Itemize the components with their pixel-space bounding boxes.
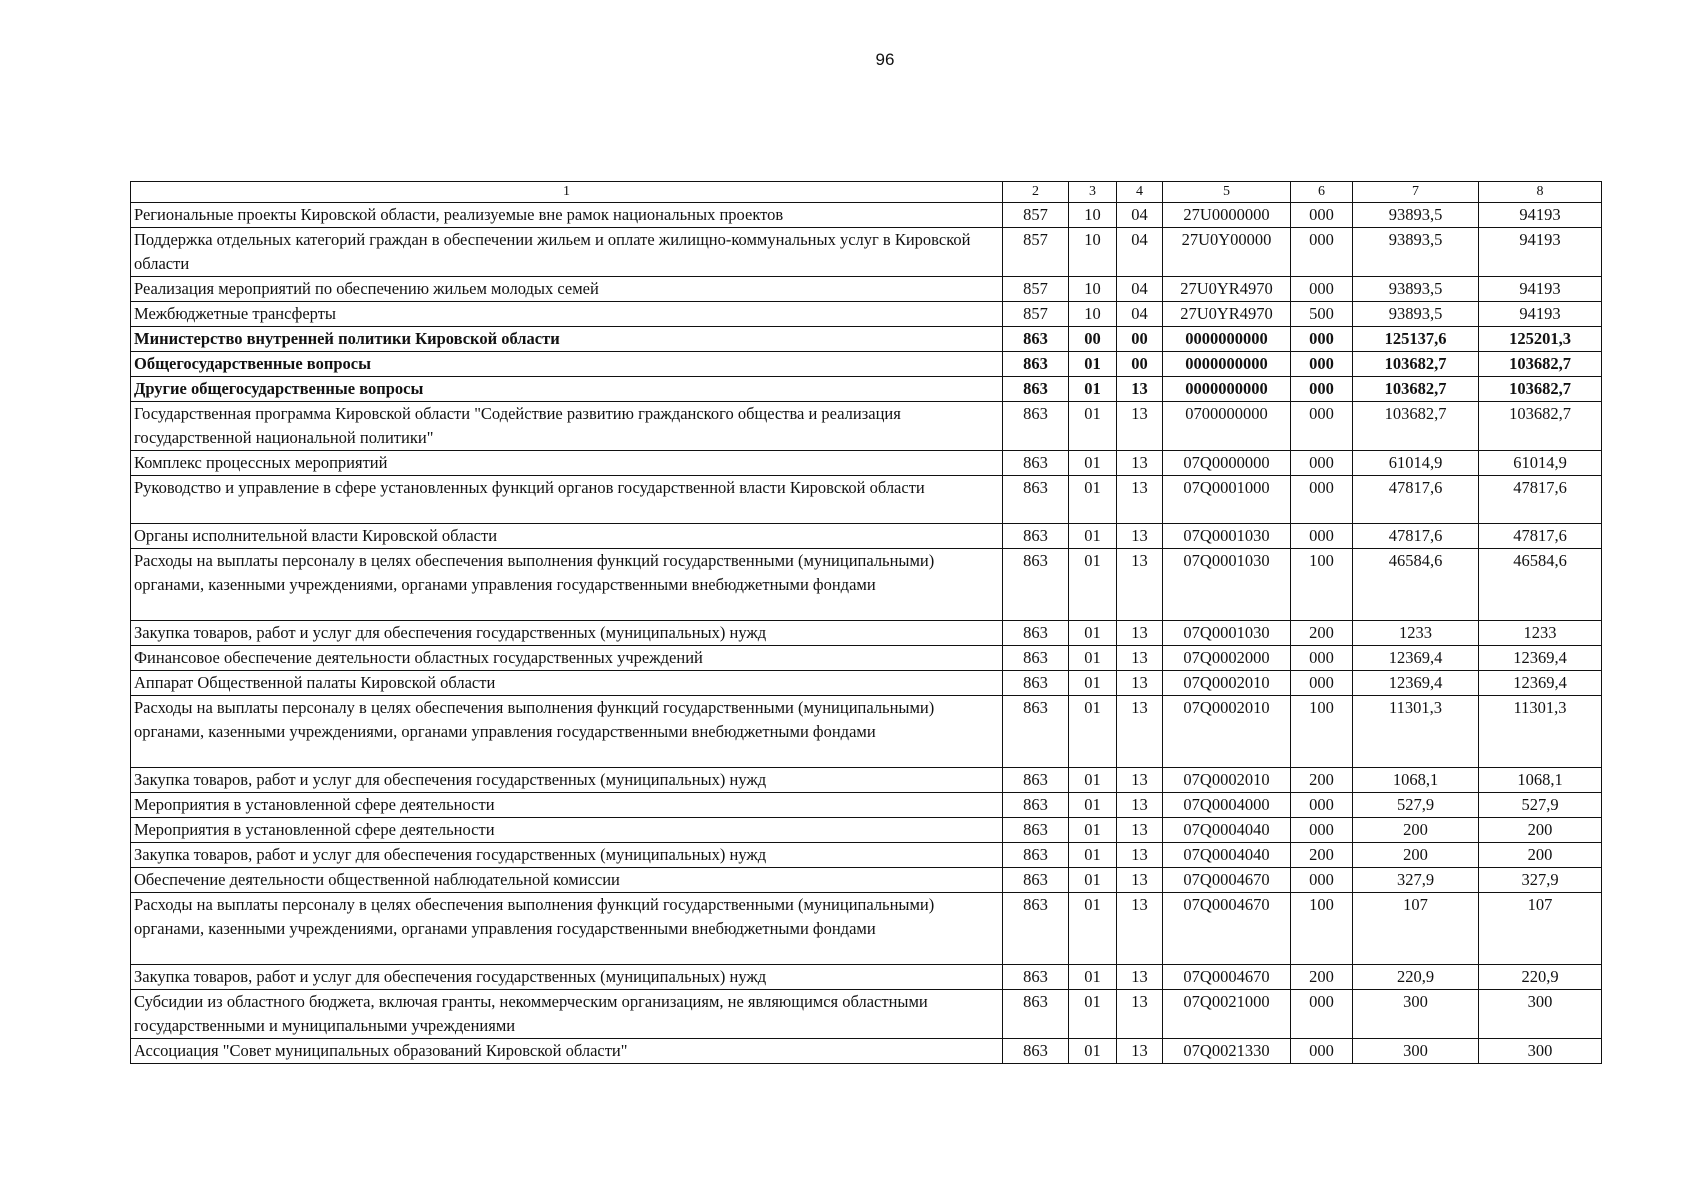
row-name-cell: Реализация мероприятий по обеспечению жильем молодых семей <box>131 277 1003 302</box>
row-name-cell: Межбюджетные трансферты <box>131 302 1003 327</box>
row-expense-type-cell: 000 <box>1291 402 1353 451</box>
row-amount-1-cell: 200 <box>1353 843 1479 868</box>
row-target-article-cell: 07Q0001030 <box>1163 621 1291 646</box>
row-subsection-cell: 13 <box>1117 1039 1163 1064</box>
row-target-article-cell: 27U0YR4970 <box>1163 302 1291 327</box>
row-section-cell: 01 <box>1069 549 1117 621</box>
row-amount-1-cell: 47817,6 <box>1353 524 1479 549</box>
row-section-cell: 00 <box>1069 327 1117 352</box>
row-admin-code-cell: 863 <box>1003 965 1069 990</box>
row-amount-1-cell: 220,9 <box>1353 965 1479 990</box>
row-expense-type-cell: 000 <box>1291 476 1353 524</box>
row-section-cell: 01 <box>1069 868 1117 893</box>
row-subsection-cell: 04 <box>1117 203 1163 228</box>
row-expense-type-cell: 000 <box>1291 818 1353 843</box>
row-expense-type-cell: 000 <box>1291 990 1353 1039</box>
row-amount-1-cell: 93893,5 <box>1353 203 1479 228</box>
row-name-cell: Мероприятия в установленной сфере деятельности <box>131 793 1003 818</box>
row-admin-code-cell: 863 <box>1003 990 1069 1039</box>
row-admin-code-cell: 857 <box>1003 228 1069 277</box>
table-row <box>131 965 1602 990</box>
row-target-article-cell: 0000000000 <box>1163 352 1291 377</box>
table-row <box>131 524 1602 549</box>
table-row <box>131 352 1602 377</box>
row-expense-type-cell: 000 <box>1291 793 1353 818</box>
row-subsection-cell: 13 <box>1117 990 1163 1039</box>
row-section-cell: 01 <box>1069 402 1117 451</box>
table-row <box>131 402 1602 451</box>
row-amount-1-cell: 1233 <box>1353 621 1479 646</box>
row-subsection-cell: 13 <box>1117 476 1163 524</box>
row-admin-code-cell: 863 <box>1003 671 1069 696</box>
table-row <box>131 203 1602 228</box>
row-amount-1-cell: 11301,3 <box>1353 696 1479 768</box>
row-name-cell: Государственная программа Кировской области "Содействие развитию гражданского общества и реализация государственной национальной политики" <box>131 402 1003 451</box>
header-cell: 2 <box>1003 182 1069 203</box>
row-admin-code-cell: 863 <box>1003 476 1069 524</box>
row-amount-2-cell: 12369,4 <box>1479 671 1602 696</box>
row-section-cell: 10 <box>1069 228 1117 277</box>
header-cell: 8 <box>1479 182 1602 203</box>
table-row <box>131 768 1602 793</box>
table-row <box>131 818 1602 843</box>
row-admin-code-cell: 863 <box>1003 549 1069 621</box>
row-target-article-cell: 07Q0004670 <box>1163 965 1291 990</box>
row-section-cell: 01 <box>1069 524 1117 549</box>
row-amount-2-cell: 220,9 <box>1479 965 1602 990</box>
row-section-cell: 10 <box>1069 302 1117 327</box>
table-row <box>131 621 1602 646</box>
header-cell: 3 <box>1069 182 1117 203</box>
row-expense-type-cell: 200 <box>1291 843 1353 868</box>
row-target-article-cell: 07Q0004040 <box>1163 818 1291 843</box>
row-amount-2-cell: 94193 <box>1479 203 1602 228</box>
row-target-article-cell: 07Q0002010 <box>1163 671 1291 696</box>
row-name-cell: Руководство и управление в сфере установленных функций органов государственной власти Кировской области <box>131 476 1003 524</box>
table-row <box>131 990 1602 1039</box>
row-expense-type-cell: 000 <box>1291 1039 1353 1064</box>
table-row <box>131 793 1602 818</box>
row-expense-type-cell: 100 <box>1291 893 1353 965</box>
row-target-article-cell: 07Q0001000 <box>1163 476 1291 524</box>
row-section-cell: 01 <box>1069 696 1117 768</box>
row-subsection-cell: 13 <box>1117 451 1163 476</box>
row-section-cell: 01 <box>1069 646 1117 671</box>
row-name-cell: Региональные проекты Кировской области, реализуемые вне рамок национальных проектов <box>131 203 1003 228</box>
row-amount-2-cell: 47817,6 <box>1479 476 1602 524</box>
row-amount-2-cell: 103682,7 <box>1479 377 1602 402</box>
row-amount-1-cell: 103682,7 <box>1353 402 1479 451</box>
row-amount-2-cell: 107 <box>1479 893 1602 965</box>
row-admin-code-cell: 857 <box>1003 277 1069 302</box>
row-admin-code-cell: 857 <box>1003 302 1069 327</box>
row-amount-1-cell: 107 <box>1353 893 1479 965</box>
row-name-cell: Общегосударственные вопросы <box>131 352 1003 377</box>
row-subsection-cell: 13 <box>1117 524 1163 549</box>
row-section-cell: 01 <box>1069 476 1117 524</box>
row-expense-type-cell: 200 <box>1291 768 1353 793</box>
row-name-cell: Расходы на выплаты персоналу в целях обеспечения выполнения функций государственными (муниципальными) органами, казенными учреждениями, органами управления государственными внебюджетными фондами <box>131 893 1003 965</box>
row-target-article-cell: 27U0000000 <box>1163 203 1291 228</box>
row-amount-2-cell: 94193 <box>1479 277 1602 302</box>
header-cell: 1 <box>131 182 1003 203</box>
row-expense-type-cell: 000 <box>1291 277 1353 302</box>
row-target-article-cell: 07Q0021330 <box>1163 1039 1291 1064</box>
row-subsection-cell: 13 <box>1117 402 1163 451</box>
row-section-cell: 01 <box>1069 377 1117 402</box>
row-subsection-cell: 13 <box>1117 696 1163 768</box>
row-section-cell: 10 <box>1069 277 1117 302</box>
row-amount-1-cell: 200 <box>1353 818 1479 843</box>
row-amount-1-cell: 527,9 <box>1353 793 1479 818</box>
row-admin-code-cell: 863 <box>1003 868 1069 893</box>
row-expense-type-cell: 000 <box>1291 327 1353 352</box>
row-amount-1-cell: 12369,4 <box>1353 646 1479 671</box>
row-section-cell: 01 <box>1069 621 1117 646</box>
row-expense-type-cell: 000 <box>1291 377 1353 402</box>
row-target-article-cell: 0700000000 <box>1163 402 1291 451</box>
row-subsection-cell: 04 <box>1117 228 1163 277</box>
row-amount-1-cell: 327,9 <box>1353 868 1479 893</box>
row-subsection-cell: 13 <box>1117 621 1163 646</box>
row-amount-2-cell: 1068,1 <box>1479 768 1602 793</box>
row-amount-1-cell: 46584,6 <box>1353 549 1479 621</box>
row-subsection-cell: 13 <box>1117 818 1163 843</box>
row-amount-1-cell: 103682,7 <box>1353 377 1479 402</box>
row-amount-1-cell: 61014,9 <box>1353 451 1479 476</box>
row-amount-2-cell: 327,9 <box>1479 868 1602 893</box>
row-admin-code-cell: 863 <box>1003 621 1069 646</box>
row-subsection-cell: 04 <box>1117 277 1163 302</box>
row-section-cell: 01 <box>1069 768 1117 793</box>
table-row <box>131 277 1602 302</box>
row-amount-2-cell: 94193 <box>1479 302 1602 327</box>
budget-table <box>130 181 1602 1064</box>
row-admin-code-cell: 863 <box>1003 793 1069 818</box>
row-subsection-cell: 13 <box>1117 893 1163 965</box>
row-amount-2-cell: 200 <box>1479 818 1602 843</box>
row-target-article-cell: 07Q0004000 <box>1163 793 1291 818</box>
row-target-article-cell: 07Q0002010 <box>1163 768 1291 793</box>
table-row <box>131 893 1602 965</box>
row-amount-2-cell: 300 <box>1479 990 1602 1039</box>
row-expense-type-cell: 000 <box>1291 524 1353 549</box>
row-subsection-cell: 13 <box>1117 377 1163 402</box>
header-cell: 6 <box>1291 182 1353 203</box>
row-name-cell: Расходы на выплаты персоналу в целях обеспечения выполнения функций государственными (муниципальными) органами, казенными учреждениями, органами управления государственными внебюджетными фондами <box>131 696 1003 768</box>
row-target-article-cell: 27U0Y00000 <box>1163 228 1291 277</box>
row-amount-1-cell: 93893,5 <box>1353 302 1479 327</box>
row-section-cell: 01 <box>1069 990 1117 1039</box>
row-amount-2-cell: 300 <box>1479 1039 1602 1064</box>
row-name-cell: Финансовое обеспечение деятельности областных государственных учреждений <box>131 646 1003 671</box>
row-admin-code-cell: 863 <box>1003 402 1069 451</box>
row-amount-2-cell: 125201,3 <box>1479 327 1602 352</box>
row-subsection-cell: 13 <box>1117 671 1163 696</box>
row-expense-type-cell: 100 <box>1291 549 1353 621</box>
row-target-article-cell: 07Q0001030 <box>1163 524 1291 549</box>
row-subsection-cell: 13 <box>1117 868 1163 893</box>
row-target-article-cell: 0000000000 <box>1163 377 1291 402</box>
row-target-article-cell: 07Q0001030 <box>1163 549 1291 621</box>
header-cell: 7 <box>1353 182 1479 203</box>
row-name-cell: Закупка товаров, работ и услуг для обеспечения государственных (муниципальных) нужд <box>131 621 1003 646</box>
row-target-article-cell: 07Q0002010 <box>1163 696 1291 768</box>
row-target-article-cell: 0000000000 <box>1163 327 1291 352</box>
row-expense-type-cell: 000 <box>1291 671 1353 696</box>
row-subsection-cell: 13 <box>1117 768 1163 793</box>
row-target-article-cell: 07Q0004670 <box>1163 893 1291 965</box>
row-admin-code-cell: 863 <box>1003 696 1069 768</box>
row-name-cell: Комплекс процессных мероприятий <box>131 451 1003 476</box>
row-admin-code-cell: 863 <box>1003 893 1069 965</box>
row-name-cell: Ассоциация "Совет муниципальных образований Кировской области" <box>131 1039 1003 1064</box>
row-target-article-cell: 07Q0004040 <box>1163 843 1291 868</box>
row-section-cell: 01 <box>1069 843 1117 868</box>
row-amount-1-cell: 300 <box>1353 990 1479 1039</box>
row-target-article-cell: 07Q0002000 <box>1163 646 1291 671</box>
row-amount-1-cell: 1068,1 <box>1353 768 1479 793</box>
row-expense-type-cell: 000 <box>1291 646 1353 671</box>
table-row <box>131 843 1602 868</box>
row-amount-1-cell: 93893,5 <box>1353 277 1479 302</box>
row-target-article-cell: 27U0YR4970 <box>1163 277 1291 302</box>
row-expense-type-cell: 100 <box>1291 696 1353 768</box>
row-amount-2-cell: 103682,7 <box>1479 352 1602 377</box>
row-amount-1-cell: 125137,6 <box>1353 327 1479 352</box>
row-admin-code-cell: 863 <box>1003 352 1069 377</box>
row-name-cell: Закупка товаров, работ и услуг для обеспечения государственных (муниципальных) нужд <box>131 965 1003 990</box>
row-name-cell: Министерство внутренней политики Кировской области <box>131 327 1003 352</box>
table-row <box>131 696 1602 768</box>
row-amount-2-cell: 1233 <box>1479 621 1602 646</box>
row-subsection-cell: 13 <box>1117 965 1163 990</box>
header-cell: 4 <box>1117 182 1163 203</box>
row-section-cell: 10 <box>1069 203 1117 228</box>
row-subsection-cell: 13 <box>1117 793 1163 818</box>
row-name-cell: Поддержка отдельных категорий граждан в обеспечении жильем и оплате жилищно-коммунальных услуг в Кировской области <box>131 228 1003 277</box>
table-row <box>131 671 1602 696</box>
row-name-cell: Мероприятия в установленной сфере деятельности <box>131 818 1003 843</box>
row-subsection-cell: 00 <box>1117 327 1163 352</box>
row-expense-type-cell: 500 <box>1291 302 1353 327</box>
table-row <box>131 228 1602 277</box>
row-admin-code-cell: 863 <box>1003 1039 1069 1064</box>
row-expense-type-cell: 200 <box>1291 965 1353 990</box>
row-amount-1-cell: 93893,5 <box>1353 228 1479 277</box>
row-name-cell: Обеспечение деятельности общественной наблюдательной комиссии <box>131 868 1003 893</box>
row-section-cell: 01 <box>1069 352 1117 377</box>
table-row <box>131 1039 1602 1064</box>
row-expense-type-cell: 000 <box>1291 451 1353 476</box>
row-subsection-cell: 04 <box>1117 302 1163 327</box>
row-name-cell: Другие общегосударственные вопросы <box>131 377 1003 402</box>
row-amount-2-cell: 61014,9 <box>1479 451 1602 476</box>
row-amount-1-cell: 47817,6 <box>1353 476 1479 524</box>
row-amount-2-cell: 94193 <box>1479 228 1602 277</box>
row-section-cell: 01 <box>1069 1039 1117 1064</box>
row-section-cell: 01 <box>1069 793 1117 818</box>
row-amount-2-cell: 103682,7 <box>1479 402 1602 451</box>
table-row <box>131 549 1602 621</box>
table-row <box>131 302 1602 327</box>
row-name-cell: Закупка товаров, работ и услуг для обеспечения государственных (муниципальных) нужд <box>131 768 1003 793</box>
row-admin-code-cell: 863 <box>1003 646 1069 671</box>
table-row <box>131 451 1602 476</box>
row-amount-1-cell: 103682,7 <box>1353 352 1479 377</box>
row-admin-code-cell: 863 <box>1003 843 1069 868</box>
table-row <box>131 327 1602 352</box>
row-admin-code-cell: 863 <box>1003 377 1069 402</box>
row-expense-type-cell: 000 <box>1291 228 1353 277</box>
row-amount-2-cell: 527,9 <box>1479 793 1602 818</box>
row-target-article-cell: 07Q0000000 <box>1163 451 1291 476</box>
row-amount-1-cell: 300 <box>1353 1039 1479 1064</box>
page-number: 96 <box>875 50 895 69</box>
row-admin-code-cell: 863 <box>1003 524 1069 549</box>
row-name-cell: Расходы на выплаты персоналу в целях обеспечения выполнения функций государственными (муниципальными) органами, казенными учреждениями, органами управления государственными внебюджетными фондами <box>131 549 1003 621</box>
row-amount-2-cell: 47817,6 <box>1479 524 1602 549</box>
header-cell: 5 <box>1163 182 1291 203</box>
row-subsection-cell: 13 <box>1117 646 1163 671</box>
table-row <box>131 476 1602 524</box>
row-name-cell: Субсидии из областного бюджета, включая гранты, некоммерческим организациям, не являющимся областными государственными и муниципальными учреждениями <box>131 990 1003 1039</box>
row-subsection-cell: 13 <box>1117 549 1163 621</box>
row-section-cell: 01 <box>1069 965 1117 990</box>
row-amount-2-cell: 46584,6 <box>1479 549 1602 621</box>
row-target-article-cell: 07Q0004670 <box>1163 868 1291 893</box>
row-admin-code-cell: 857 <box>1003 203 1069 228</box>
row-name-cell: Аппарат Общественной палаты Кировской области <box>131 671 1003 696</box>
row-admin-code-cell: 863 <box>1003 451 1069 476</box>
table-row <box>131 868 1602 893</box>
row-amount-2-cell: 12369,4 <box>1479 646 1602 671</box>
table-row <box>131 377 1602 402</box>
row-amount-2-cell: 200 <box>1479 843 1602 868</box>
row-expense-type-cell: 000 <box>1291 352 1353 377</box>
row-section-cell: 01 <box>1069 451 1117 476</box>
row-expense-type-cell: 200 <box>1291 621 1353 646</box>
row-admin-code-cell: 863 <box>1003 327 1069 352</box>
row-admin-code-cell: 863 <box>1003 818 1069 843</box>
row-subsection-cell: 00 <box>1117 352 1163 377</box>
row-admin-code-cell: 863 <box>1003 768 1069 793</box>
row-name-cell: Органы исполнительной власти Кировской области <box>131 524 1003 549</box>
row-amount-1-cell: 12369,4 <box>1353 671 1479 696</box>
row-name-cell: Закупка товаров, работ и услуг для обеспечения государственных (муниципальных) нужд <box>131 843 1003 868</box>
row-section-cell: 01 <box>1069 818 1117 843</box>
row-subsection-cell: 13 <box>1117 843 1163 868</box>
row-section-cell: 01 <box>1069 893 1117 965</box>
table-row <box>131 646 1602 671</box>
row-expense-type-cell: 000 <box>1291 203 1353 228</box>
header-row <box>131 182 1602 203</box>
row-expense-type-cell: 000 <box>1291 868 1353 893</box>
row-section-cell: 01 <box>1069 671 1117 696</box>
row-amount-2-cell: 11301,3 <box>1479 696 1602 768</box>
row-target-article-cell: 07Q0021000 <box>1163 990 1291 1039</box>
